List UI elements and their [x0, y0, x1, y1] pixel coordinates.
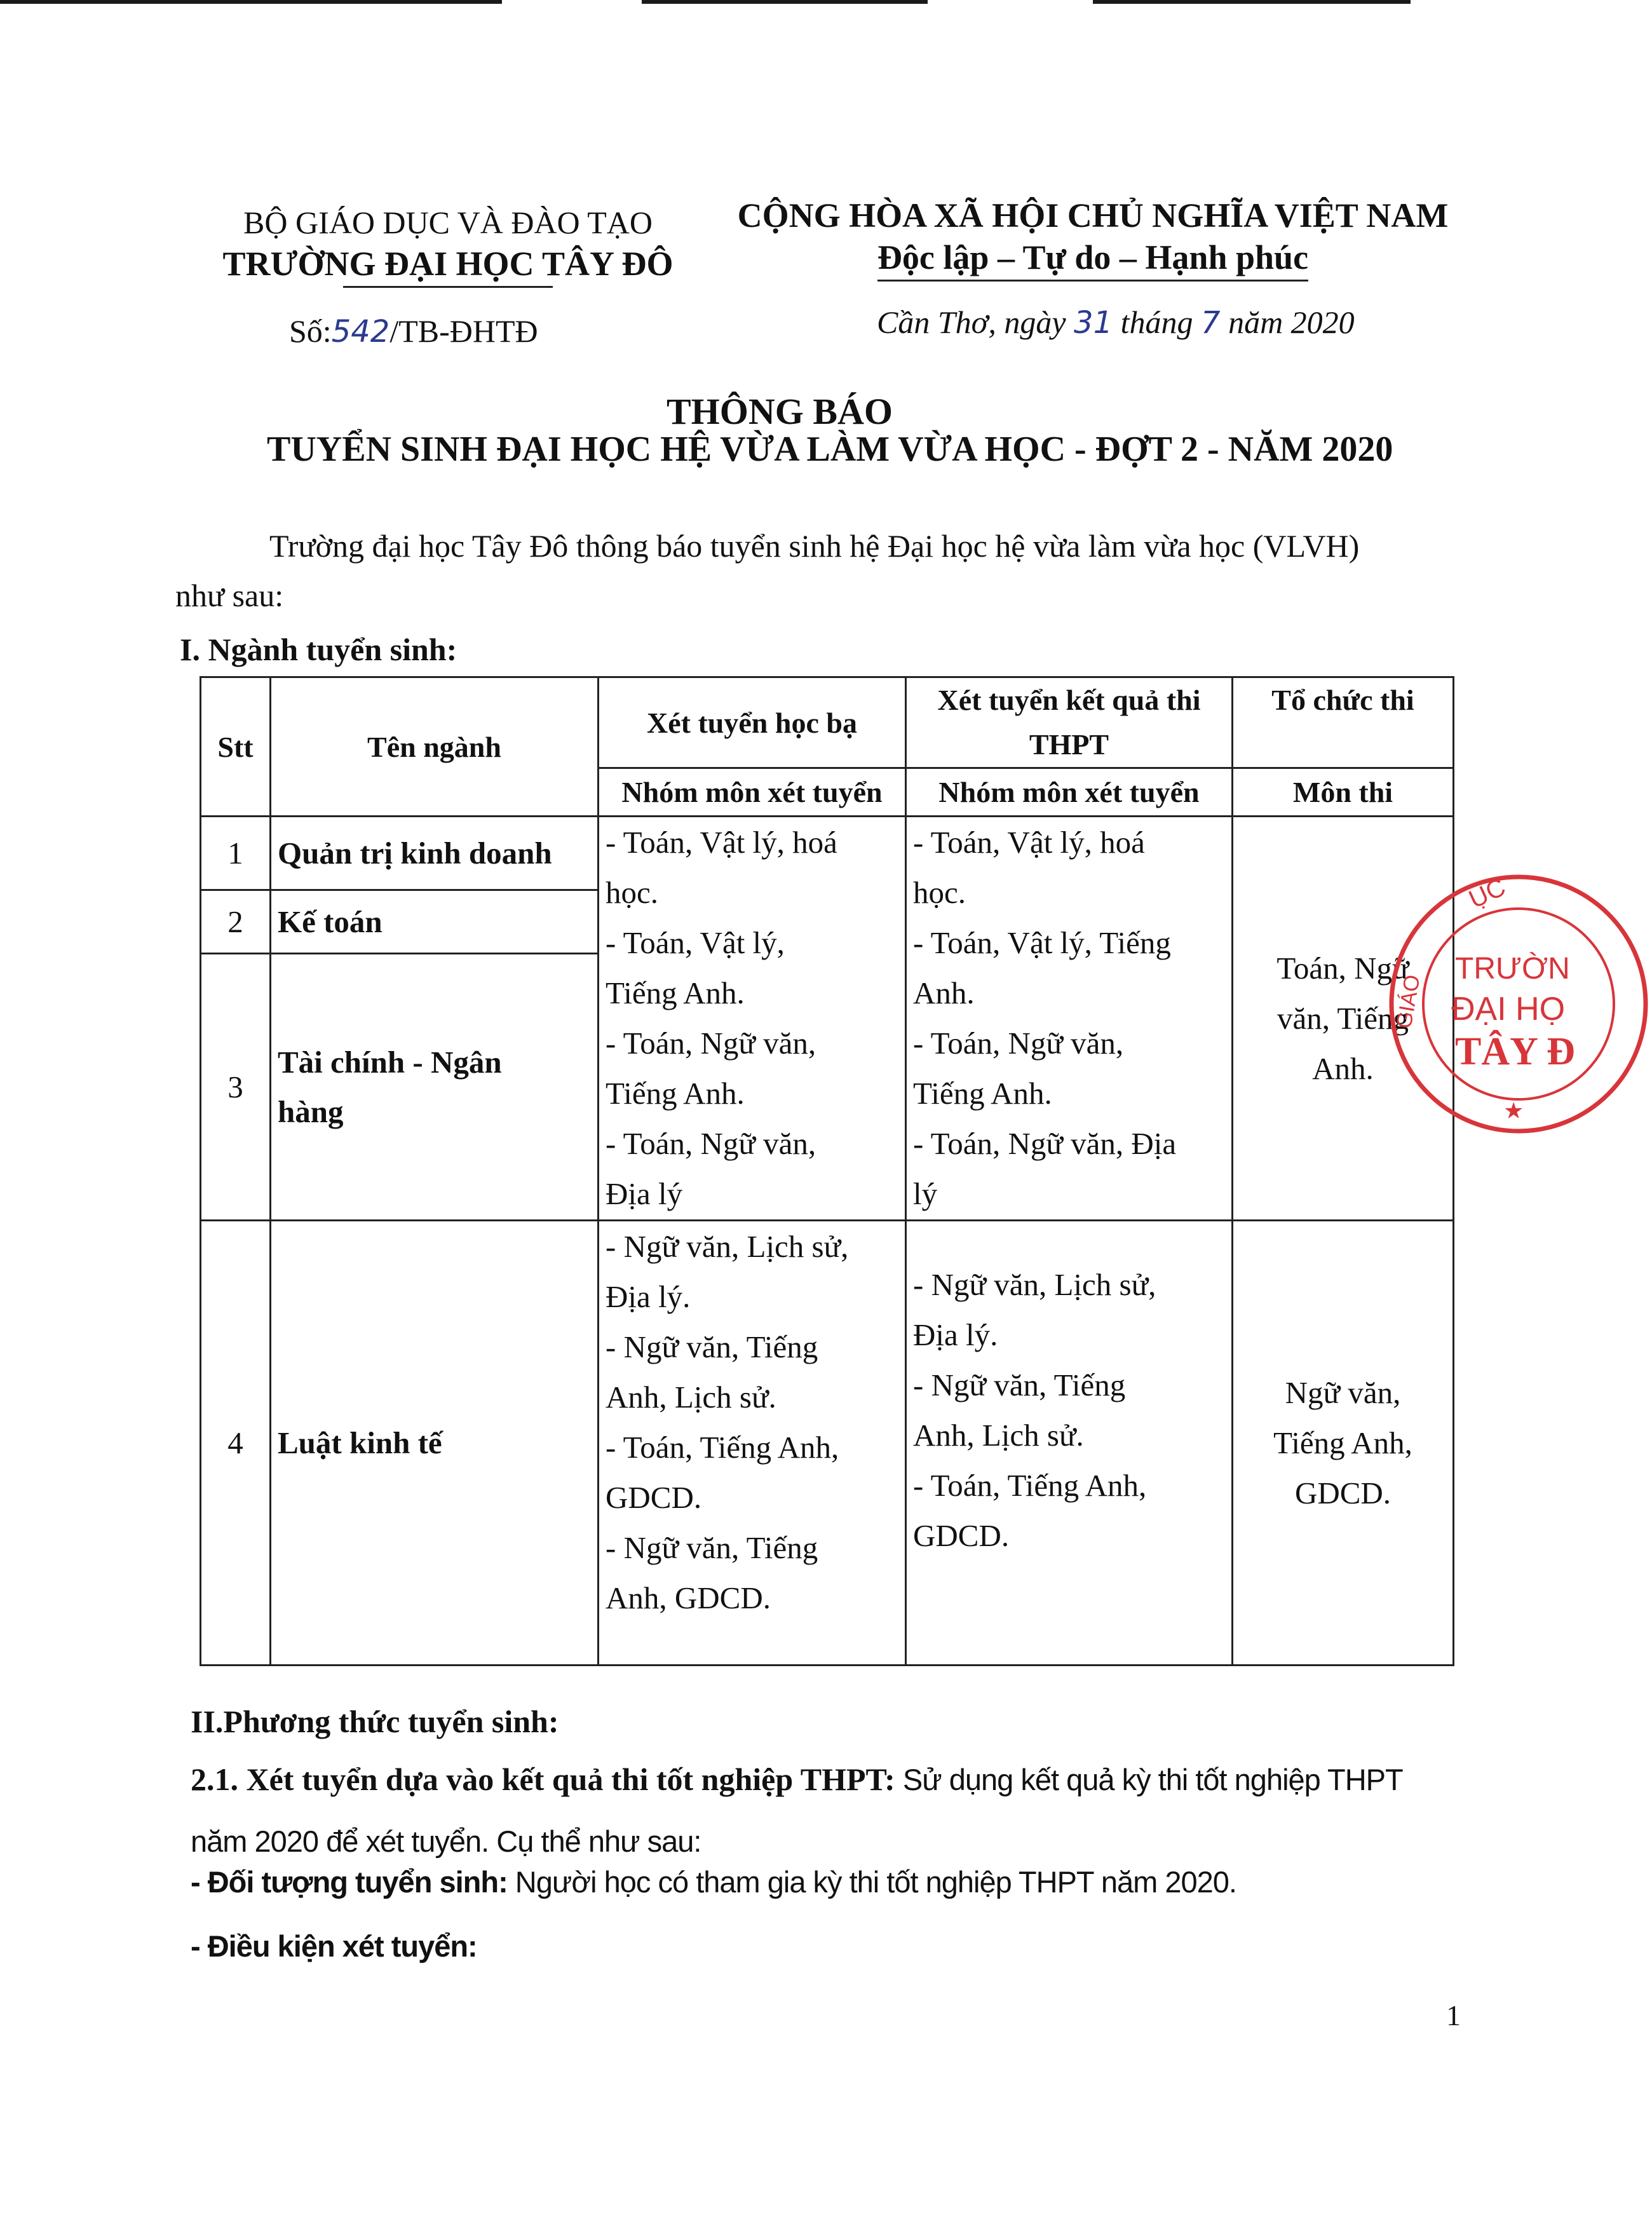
majors-table: [200, 676, 1454, 1666]
header-left: [191, 202, 705, 288]
row-major: Luật kinh tế: [271, 1221, 599, 1666]
star-icon: ★: [1503, 1098, 1524, 1124]
document-subtitle: TUYỂN SINH ĐẠI HỌC HỆ VỪA LÀM VỪA HỌC - ĐỢT 2 - NĂM 2020: [267, 430, 1393, 469]
header-exam-subjects: Môn thi: [1233, 768, 1454, 817]
stamp-ring-text: ỤC: [1465, 872, 1510, 914]
document-title: THÔNG BÁO: [666, 391, 893, 432]
row-stt: 3: [201, 954, 271, 1221]
thpt-subjects-group2: - Ngữ văn, Lịch sử, Địa lý. - Ngữ văn, Tiếng Anh, Lịch sử. - Toán, Tiếng Anh, GDCD.: [906, 1221, 1233, 1666]
header-group-thpt: Nhóm môn xét tuyển: [906, 768, 1233, 817]
header-transcript: Xét tuyển học bạ: [599, 677, 906, 768]
ministry-name: BỘ GIÁO DỤC VÀ ĐÀO TẠO: [243, 205, 653, 240]
row-stt: 1: [201, 817, 271, 890]
header-own-exam: Tổ chức thi: [1233, 677, 1454, 768]
divider: [343, 286, 553, 288]
stamp-line-3: TÂY Đ: [1455, 1030, 1575, 1073]
scan-edge-line: [1093, 0, 1411, 4]
document-number: Số:542/TB-ĐHTĐ: [289, 313, 538, 349]
admission-condition-line: - Điều kiện xét tuyển:: [191, 1929, 477, 1963]
row-major: Kế toán: [271, 890, 599, 954]
official-seal-stamp: [1385, 871, 1652, 1137]
scan-edge-line: [0, 0, 502, 4]
school-name: TRƯỜNG ĐẠI HỌC TÂY ĐÔ: [222, 245, 674, 283]
stamp-ring-text: GIÁO: [1391, 973, 1425, 1031]
header-major: Tên ngành: [271, 677, 599, 817]
national-motto: Độc lập – Tự do – Hạnh phúc: [877, 236, 1308, 282]
date-line: Cần Thơ, ngày 31 tháng 7 năm 2020: [877, 304, 1355, 341]
scan-edge-line: [642, 0, 928, 4]
intro-paragraph: Trường đại học Tây Đô thông báo tuyển sinh hệ Đại học hệ vừa làm vừa học (VLVH) như sau:: [175, 528, 1360, 613]
section-heading-1: I. Ngành tuyển sinh:: [180, 632, 457, 667]
header-stt: Stt: [201, 677, 271, 817]
header-group-transcript: Nhóm môn xét tuyển: [599, 768, 906, 817]
transcript-subjects-group2: - Ngữ văn, Lịch sử, Địa lý. - Ngữ văn, Tiếng Anh, Lịch sử. - Toán, Tiếng Anh, GDCD. - Ngữ văn, Tiếng Anh, GDCD.: [599, 1221, 906, 1666]
row-stt: 2: [201, 890, 271, 954]
republic-name: CỘNG HÒA XÃ HỘI CHỦ NGHĨA VIỆT NAM: [737, 196, 1449, 234]
table-row: [201, 817, 1454, 890]
handwritten-number: 542: [331, 314, 390, 349]
target-audience-line: - Đối tượng tuyển sinh: Người học có tham gia kỳ thi tốt nghiệp THPT năm 2020.: [191, 1865, 1236, 1899]
handwritten-day: 31: [1074, 305, 1113, 341]
handwritten-month: 7: [1201, 305, 1221, 341]
stamp-line-2: ĐẠI HỌ: [1451, 991, 1566, 1028]
exam-subjects-group2: Ngữ văn, Tiếng Anh, GDCD.: [1233, 1221, 1454, 1666]
row-stt: 4: [201, 1221, 271, 1666]
thpt-subjects-group1: - Toán, Vật lý, hoá học. - Toán, Vật lý, Tiếng Anh. - Toán, Ngữ văn, Tiếng Anh. - Toán, Ngữ văn, Địa lý: [906, 817, 1233, 1221]
exam-subjects-group1: Toán, Ngữ văn, Tiếng Anh.: [1233, 817, 1454, 1221]
header-right: [737, 194, 1449, 282]
row-major: Tài chính - Ngân hàng: [271, 954, 599, 1221]
transcript-subjects-group1: - Toán, Vật lý, hoá học. - Toán, Vật lý, Tiếng Anh. - Toán, Ngữ văn, Tiếng Anh. - Toán, Ngữ văn, Địa lý: [599, 817, 906, 1221]
section-heading-2: II.Phương thức tuyển sinh:: [191, 1704, 559, 1739]
page-number: 1: [1446, 1999, 1461, 2032]
stamp-line-1: TRƯỜN: [1455, 952, 1570, 986]
table-row: [201, 1221, 1454, 1666]
row-major: Quản trị kinh doanh: [271, 817, 599, 890]
header-exam-result: Xét tuyển kết quả thi THPT: [906, 677, 1233, 768]
section-2-1-paragraph: 2.1. Xét tuyển dựa vào kết quả thi tốt nghiệp THPT: Sử dụng kết quả kỳ thi tốt nghiệp THPT năm 2020 để xét tuyển. Cụ thể như sau:: [191, 1761, 1403, 1858]
